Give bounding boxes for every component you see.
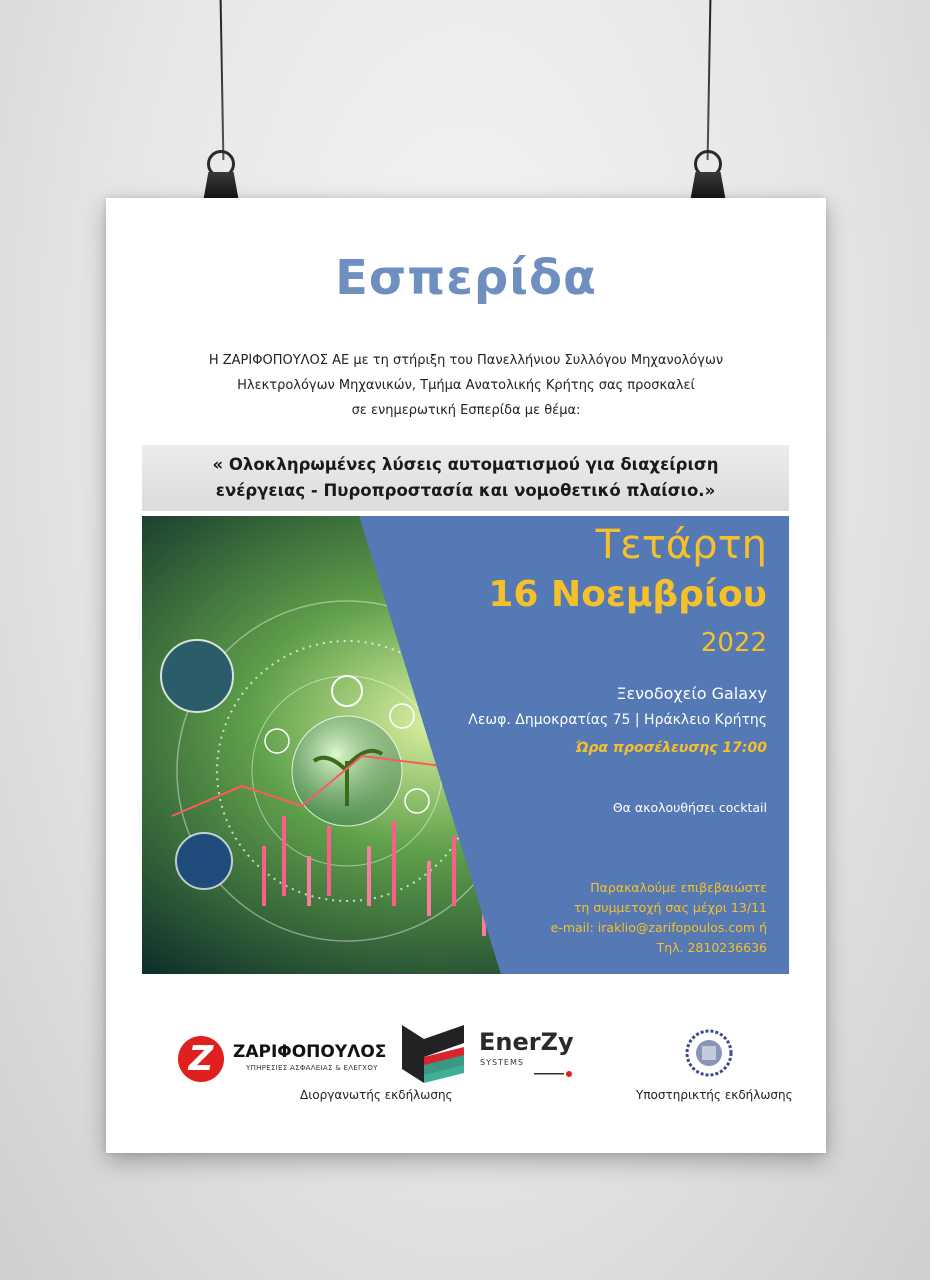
association-seal-icon <box>684 1024 734 1082</box>
zarifopoulos-brand-name: ΖΑΡΙΦΟΠΟΥΛΟΣ <box>233 1042 387 1062</box>
rsvp-line-2: τη συμμετοχή σας μέχρι 13/11 <box>573 900 767 915</box>
topic-line-1: « Ολοκληρωμένες λύσεις αυτοματισμού για διαχείριση <box>212 455 719 474</box>
binder-clip-left <box>203 150 239 202</box>
event-date: 16 Νοεμβρίου <box>488 574 767 615</box>
event-hero <box>142 516 789 974</box>
rsvp-block <box>551 878 767 958</box>
hanging-wire-left <box>220 0 225 160</box>
rsvp-line-1: Παρακαλούμε επιβεβαιώστε <box>590 880 767 895</box>
poster-title: Εσπερίδα <box>335 250 597 306</box>
event-venue: Ξενοδοχείο Galaxy <box>616 684 767 703</box>
topic-banner <box>142 445 789 511</box>
event-cocktail-note: Θα ακολουθήσει cocktail <box>612 800 767 815</box>
event-day: Τετάρτη <box>595 522 767 568</box>
organizer-label: Διοργανωτής εκδήλωσης <box>300 1088 453 1102</box>
event-year: 2022 <box>700 628 767 658</box>
intro-text <box>106 348 826 423</box>
event-address: Λεωφ. Δημοκρατίας 75 | Ηράκλειο Κρήτης <box>468 712 767 728</box>
zarifopoulos-logo-icon: Z <box>178 1036 224 1082</box>
intro-line-3: σε ενημερωτική Εσπερίδα με θέμα: <box>351 403 581 418</box>
enerzy-underline-icon <box>534 1071 574 1077</box>
event-arrival-time: Ώρα προσέλευσης 17:00 <box>575 740 767 756</box>
poster <box>106 198 826 1153</box>
hanging-wire-right <box>707 0 712 160</box>
enerzy-logo-icon <box>402 1025 468 1083</box>
rsvp-phone[interactable]: Τηλ. 2810236636 <box>656 940 767 955</box>
supporter-label: Υποστηρικτής εκδήλωσης <box>636 1088 793 1102</box>
intro-line-2: Ηλεκτρολόγων Μηχανικών, Τμήμα Ανατολικής Κρήτης σας προσκαλεί <box>237 378 695 393</box>
topic-line-2: ενέργειας - Πυροπροστασία και νομοθετικό πλαίσιο.» <box>215 481 716 500</box>
rsvp-email[interactable]: e-mail: iraklio@zarifopoulos.com ή <box>550 920 767 935</box>
intro-line-1: Η ΖΑΡΙΦΟΠΟΥΛΟΣ ΑΕ με τη στήριξη του Πανελλήνιου Συλλόγου Μηχανολόγων <box>208 353 724 368</box>
enerzy-brand-name: EnerZy <box>479 1028 574 1056</box>
binder-clip-right <box>690 150 726 202</box>
zarifopoulos-brand-subtitle: ΥΠΗΡΕΣΙΕΣ ΑΣΦΑΛΕΙΑΣ & ΕΛΕΓΧΟΥ <box>246 1064 378 1072</box>
enerzy-systems-label: SYSTEMS <box>480 1058 524 1067</box>
